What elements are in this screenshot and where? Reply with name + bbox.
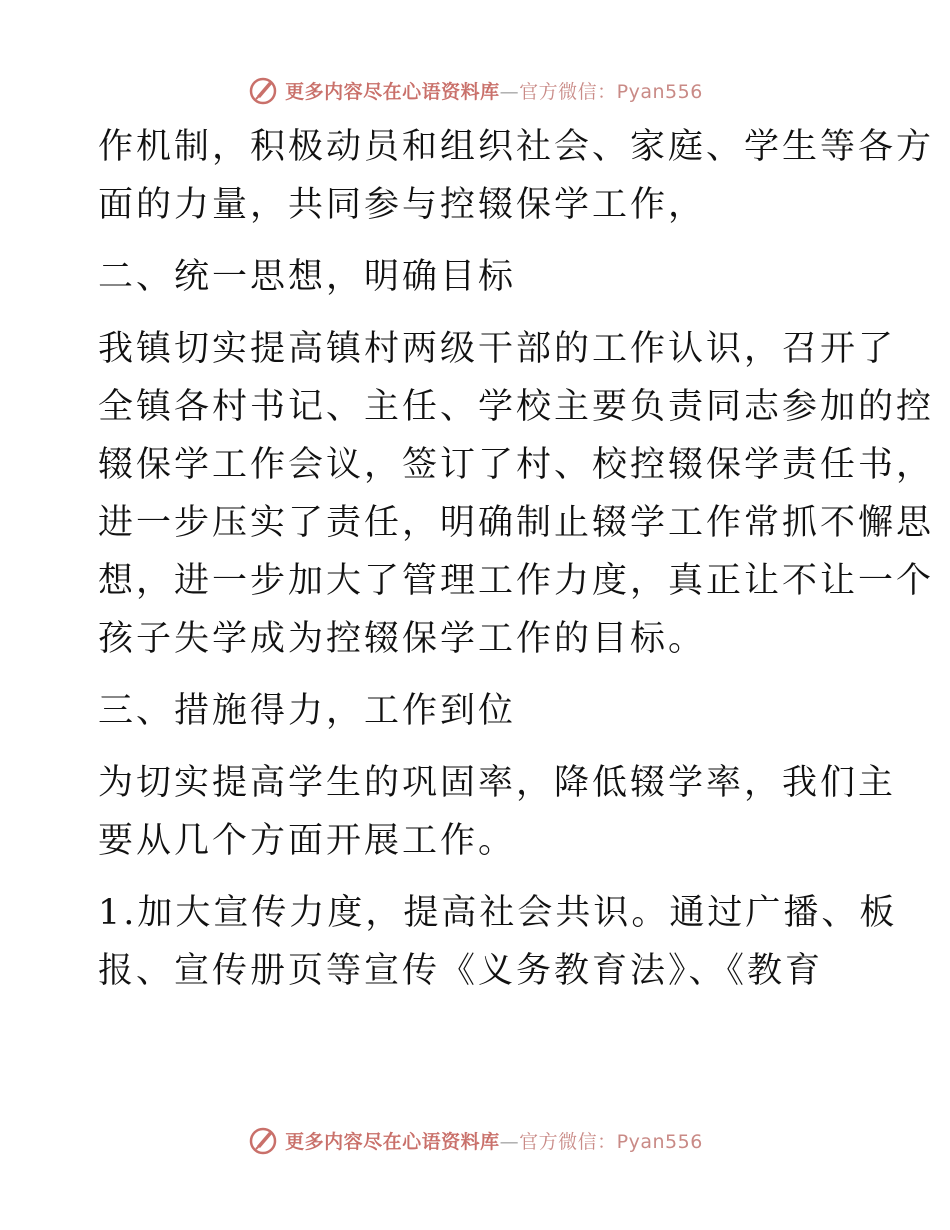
watermark-group	[247, 1124, 703, 1156]
quill-logo-icon	[247, 74, 279, 106]
document-body	[98, 118, 935, 1000]
section-heading-2: 二、统一思想，明确目标	[98, 257, 517, 297]
watermark-text	[285, 77, 703, 104]
watermark-main: 更多内容尽在心语资料库	[285, 1130, 500, 1153]
header-watermark	[0, 70, 950, 110]
paragraph-2-line-6: 孩子失学成为控辍保学工作的目标。	[98, 619, 707, 659]
paragraph-3-line-1: 为切实提高学生的巩固率，降低辍学率，我们主	[98, 763, 897, 803]
footer-watermark	[0, 1120, 950, 1160]
paragraph-1-line-2: 面的力量，共同参与控辍保学工作，	[98, 185, 707, 225]
watermark-dash: —	[499, 1130, 520, 1153]
watermark-wechat: 官方微信：Pyan556	[519, 80, 703, 103]
paragraph-2-line-1: 我镇切实提高镇村两级干部的工作认识，召开了	[98, 329, 897, 369]
paragraph-2-line-4: 进一步压实了责任，明确制止辍学工作常抓不懈思	[98, 503, 935, 543]
paragraph-4-line-2: 报、宣传册页等宣传《义务教育法》、《教育	[98, 951, 824, 991]
watermark-text	[285, 1127, 703, 1154]
paragraph-2-line-2: 全镇各村书记、主任、学校主要负责同志参加的控	[98, 387, 935, 427]
section-heading-3: 三、措施得力，工作到位	[98, 691, 517, 731]
paragraph-4-line-1: 1.加大宣传力度，提高社会共识。通过广播、板	[98, 893, 898, 933]
watermark-main: 更多内容尽在心语资料库	[285, 80, 500, 103]
watermark-wechat: 官方微信：Pyan556	[519, 1130, 703, 1153]
paragraph-1-line-1: 作机制，积极动员和组织社会、家庭、学生等各方	[98, 127, 935, 167]
paragraph-2-line-5: 想，进一步加大了管理工作力度，真正让不让一个	[98, 561, 935, 601]
quill-logo-icon	[247, 1124, 279, 1156]
paragraph-3-line-2: 要从几个方面开展工作。	[98, 821, 517, 861]
watermark-group	[247, 74, 703, 106]
watermark-dash: —	[499, 80, 520, 103]
paragraph-2-line-3: 辍保学工作会议，签订了村、校控辍保学责任书，	[98, 445, 935, 485]
